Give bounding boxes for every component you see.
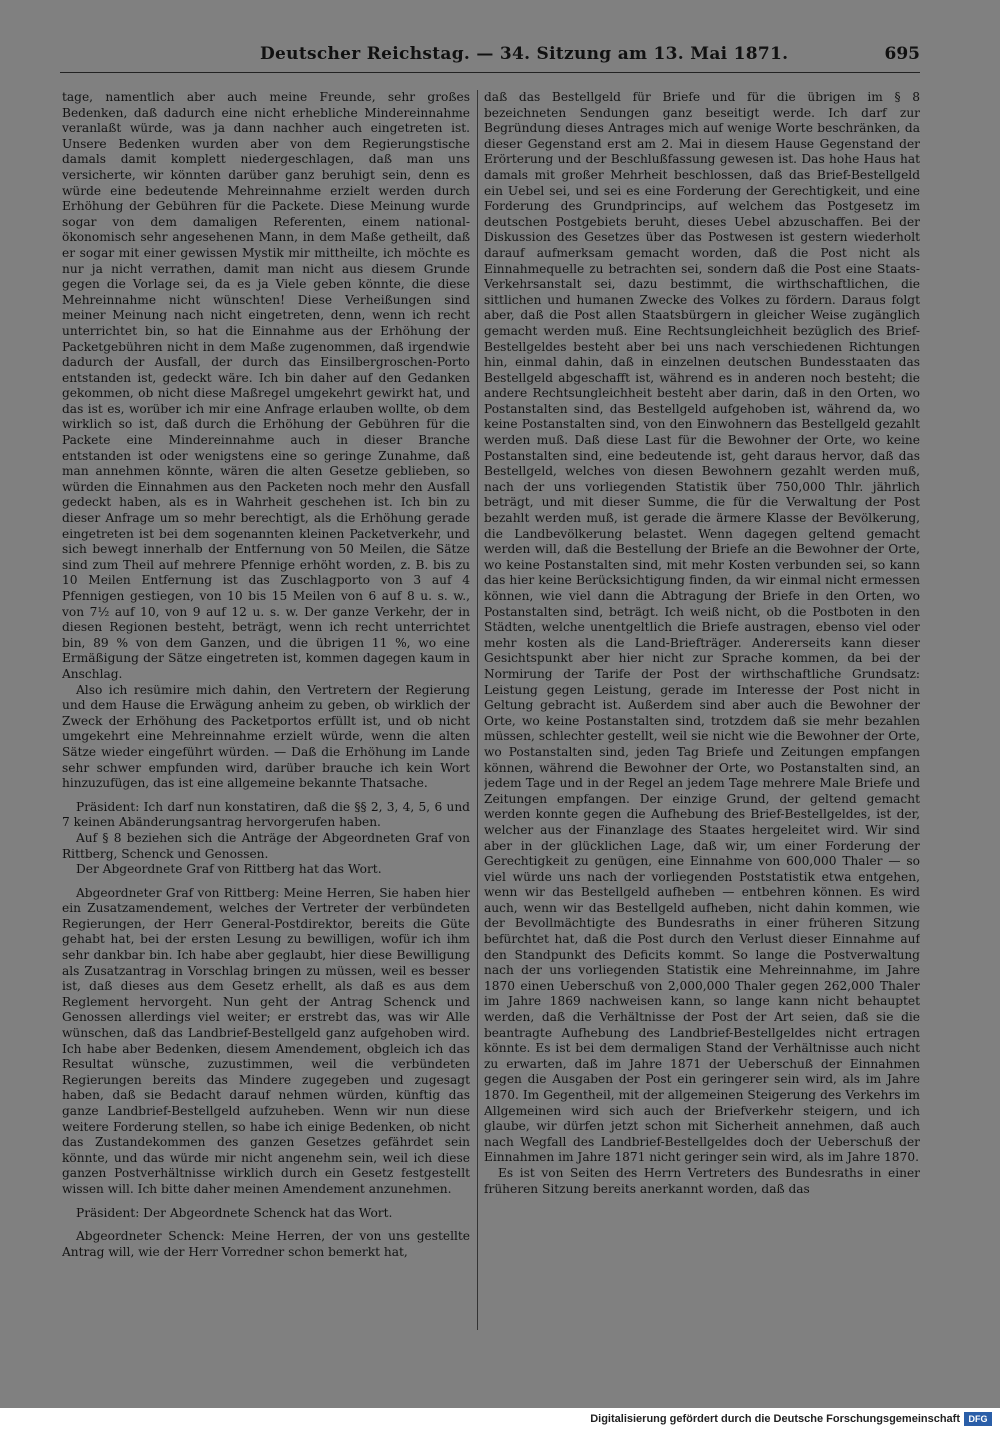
paragraph: Präsident: Ich darf nun konstatiren, daß die §§ 2, 3, 4, 5, 6 und 7 keinen Abänderungsantrag hervorgerufen haben.: [62, 799, 470, 830]
page-number: 695: [884, 44, 920, 64]
dfg-logo-icon: DFG: [964, 1412, 992, 1426]
paragraph: daß das Bestellgeld für Briefe und für die übrigen im § 8 bezeichneten Sendungen ganz beseitigt werde. Ich darf zur Begründung dieses Antrages mich auf wenige Worte beschränken, da dieser Gegenstand erst am 2. Mai in diesem Hause Gegenstand der Erörterung und der Beschlußfassung gewesen ist. Das hohe Haus hat damals mit großer Mehrheit beschlossen, daß das Brief-Bestellgeld ein Uebel sei, und sei es eine Forderung der Gerechtigkeit, und eine Forderung des Grundprincips, auf welchem das Postgesetz im deutschen Postgebiets beruht, dieses Uebel abzuschaffen. Bei der Diskussion des Gesetzes über das Postwesen ist gestern wiederholt darauf aufmerksam gemacht worden, daß die Post nicht als Einnahmequelle zu betrachten sei, sondern daß die Post eine Staats-Verkehrsanstalt sei, dazu bestimmt, die wirthschaftlichen, die sittlichen und humanen Zwecke des Volkes zu fördern. Daraus folgt aber, daß die Post allen Staatsbürgern in gleicher Weise zugänglich gemacht werden muß. Eine Rechtsungleichheit bezüglich des Brief-Bestellgeldes besteht aber bei uns nach verschiedenen Richtungen hin, einmal dahin, daß in einzelnen deutschen Bundesstaaten das Bestellgeld abgeschafft ist, während es in anderen noch besteht; die andere Rechtsungleichheit besteht aber darin, daß in den Orten, wo Postanstalten sind, das Bestellgeld aufgehoben ist, während da, wo keine Postanstalten sind, von den Einwohnern das Bestellgeld gezahlt werden muß. Daß diese Last für die Bewohner der Orte, wo keine Postanstalten sind, eine bedeutende ist, geht daraus hervor, daß das Bestellgeld, welches von diesen Bewohnern gezahlt werden muß, nach der uns vorliegenden Statistik über 750,000 Thlr. jährlich beträgt, und mit dieser Summe, die für die Verwaltung der Post bezahlt werden muß, ist gerade die ärmere Klasse der Bevölkerung, die Landbevölkerung belastet. Wenn dagegen geltend gemacht werden will, daß die Bestellung der Briefe an die Bewohner der Orte, wo keine Postanstalten sind, mit mehr Kosten verbunden sei, so kann das hier keine Berücksichtigung finden, da wir einmal nicht ermessen können, wie viel dann die Abtragung der Briefe in den Orten, wo Postanstalten sind, beträgt. Ich weiß nicht, ob die Postboten in den Städten, welche unentgeltlich die Briefe austragen, ebenso viel oder mehr kosten als die Land-Briefträger. Andererseits kann dieser Gesichtspunkt aber hier nicht zur Sprache kommen, da bei der Normirung der Tarife der Post der wirthschaftliche Grundsatz: Leistung gegen Leistung, gerade im Interesse der Post nicht in Geltung gebracht ist. Außerdem sind aber auch die Bewohner der Orte, wo keine Postanstalten sind, trotzdem daß sie mehr bezahlen müssen, schlechter gestellt, weil sie nicht wie die Bewohner der Orte, wo Postanstalten sind, jeden Tag Briefe und Zeitungen empfangen können, während die Bewohner der Orte, wo Postanstalten sind, an jedem Tage und in der Regel an jedem Tage mehrere Male Briefe und Zeitungen empfangen. Der einzige Grund, der geltend gemacht werden konnte gegen die Aufhebung des Brief-Bestellgeldes, ist der, welcher aus der Finanzlage des Staates hergeleitet wird. Wir sind aber in der glücklichen Lage, daß wir, um einer Forderung der Gerechtigkeit zu genügen, eine Einnahme von 600,000 Thaler — so viel würde uns nach der vorliegenden Poststatistik etwa entgehen, wenn wir das Bestellgeld aufheben — entbehren können. Es wird auch, wenn wir das Bestellgeld aufheben, nicht dahin kommen, wie der Bevollmächtigte des Bundesraths in einer früheren Sitzung befürchtet hat, daß die Post durch den Verlust dieser Einnahme auf den Standpunkt des Deficits kommt. So lange die Postverwaltung nach der uns vorliegenden Statistik eine Mehreinnahme, im Jahre 1870 einen Ueberschuß von 2,000,000 Thaler gegen 262,000 Thaler im Jahre 1869 nachweisen kann, so lange kann nicht behauptet werden, daß die Verhältnisse der Post der Art seien, daß sie die beantragte Aufhebung des Landbrief-Bestellgeldes nicht ertragen könnte. Es ist bei dem dermaligen Stand der Verhältnisse auch nicht zu erwarten, daß im Jahre 1871 der Ueberschuß der Einnahmen gegen die Ausgaben der Post ein geringerer sein wird, als im Jahre 1870. Im Gegentheil, mit der allgemeinen Steigerung des Verkehrs im Allgemeinen wird sich auch der Briefverkehr steigern, und ich glaube, wir dürfen jetzt schon mit Sicherheit annehmen, daß auch nach Wegfall des Landbrief-Bestellgeldes doch der Ueberschuß der Einnahmen im Jahre 1871 nicht geringer sein wird, als im Jahre 1870.: [484, 90, 920, 1165]
right-column: [484, 90, 920, 1332]
paragraph: Präsident: Der Abgeordnete Schenck hat das Wort.: [76, 1205, 393, 1220]
footer-credit: Digitalisierung gefördert durch die Deutsche Forschungsgemeinschaft: [590, 1413, 960, 1425]
paragraph: Abgeordneter Graf von Rittberg: Meine Herren, Sie haben hier ein Zusatzamendement, welches der Vertreter der verbündeten Regierungen, der Herr General-Postdirektor, bereits die Güte gehabt hat, bei der ersten Lesung zu bewilligen, wofür ich ihm sehr dankbar bin. Ich habe aber geglaubt, hier diese Bewilligung als Zusatzantrag in Vorschlag bringen zu müssen, weil es besser ist, daß dieses aus dem Gesetz erhellt, als daß es aus dem Reglement hervorgeht. Nun geht der Antrag Schenck und Genossen allerdings viel weiter; er erstrebt das, was wir Alle wünschen, daß das Landbrief-Bestellgeld ganz aufgehoben wird. Ich habe aber Bedenken, diesem Amendement, obgleich ich das Resultat wünsche, zuzustimmen, weil die verbündeten Regierungen bereits das Mindere zugegeben und zugesagt haben, daß sie Bedacht darauf nehmen würden, künftig das ganze Landbrief-Bestellgeld aufzuheben. Wenn wir nun diese weitere Forderung stellen, so habe ich einige Bedenken, ob nicht das Zustandekommen des ganzen Gesetzes gefährdet sein könnte, und das würde mir nicht angenehm sein, weil ich diese ganzen Postverhältnisse wirklich durch ein Gesetz festgestellt wissen will. Ich bitte daher meinen Amendement anzunehmen.: [62, 885, 470, 1196]
paragraph: Abgeordneter Schenck: Meine Herren, der von uns gestellte Antrag will, wie der Herr Vorredner schon bemerkt hat,: [62, 1229, 470, 1259]
footer-bar: [0, 1408, 1000, 1432]
column-divider: [477, 90, 478, 1330]
paragraph: Auf § 8 beziehen sich die Anträge der Abgeordneten Graf von Rittberg, Schenck und Genossen.: [62, 830, 470, 861]
paragraph: Der Abgeordnete Graf von Rittberg hat das Wort.: [76, 862, 382, 877]
page-header: [60, 44, 920, 74]
paragraph: Also ich resümire mich dahin, den Vertretern der Regierung und dem Hause die Erwägung anheim zu geben, ob wirklich der Zweck der Erhöhung des Packetportos erfüllt ist, und ob nicht umgekehrt eine Mehreinnahme erzielt würde, wenn die alten Sätze wieder eingeführt würden. — Daß die Erhöhung im Lande sehr schwer empfunden wird, darüber brauche ich kein Wort hinzuzufügen, das ist eine allgemeine bekannte Thatsache.: [62, 682, 470, 791]
header-rule: [60, 72, 920, 73]
running-title: Deutscher Reichstag. — 34. Sitzung am 13. Mai 1871.: [260, 44, 789, 64]
left-column: [62, 90, 470, 1332]
paragraph: Es ist von Seiten des Herrn Vertreters des Bundesraths in einer früheren Sitzung bereits anerkannt worden, daß das: [484, 1165, 920, 1196]
paragraph: tage, namentlich aber auch meine Freunde, sehr großes Bedenken, daß dadurch eine nicht erhebliche Mindereinnahme veranlaßt würde, was ja dann nachher auch eingetreten ist. Unsere Bedenken wurden aber von dem Regierungstische damals damit komplett niedergeschlagen, daß man uns versicherte, wir könnten darüber ganz beruhigt sein, denn es würde eine bedeutende Mehreinnahme erzielt werden durch Erhöhung der Gebühren für die Packete. Diese Meinung wurde sogar von dem damaligen Referenten, einem national-ökonomisch sehr angesehenen Mann, in dem Maße getheilt, daß er sogar mit einer gewissen Mystik mir mittheilte, ich möchte es nur ja nicht verrathen, damit man nicht aus diesem Grunde gegen die Vorlage sei, da es ja Viele geben könnte, die diese Mehreinnahme nicht wünschten! Diese Verheißungen sind meiner Meinung nach nicht eingetreten, denn, wenn ich recht unterrichtet bin, so hat die Einnahme aus der Erhöhung der Packetgebühren nicht in dem Maße zugenommen, daß irgendwie dadurch der Ausfall, der durch das Einsilbergroschen-Porto entstanden ist, gedeckt wäre. Ich bin daher auf den Gedanken gekommen, ob nicht diese Maßregel umgekehrt gewirkt hat, und das ist es, worüber ich mir eine Anfrage erlauben wollte, ob dem wirklich so ist, daß durch die Erhöhung der Gebühren für die Packete eine Mindereinnahme auch in dieser Branche entstanden ist oder wenigstens eine so geringe Zunahme, daß man annehmen könnte, wären die alten Gesetze geblieben, so würden die Einnahmen aus den Packeten noch mehr den Ausfall gedeckt haben, als es in Wahrheit geschehen ist. Ich bin zu dieser Anfrage um so mehr berechtigt, als die Erhöhung gerade eingetreten ist bei dem sogenannten kleinen Packetverkehr, und sich bewegt innerhalb der Entfernung von 50 Meilen, die Sätze sind zum Theil auf mehrere Pfennige erhöht worden, z. B. bis zu 10 Meilen Entfernung ist das Zuschlagporto von 3 auf 4 Pfennigen gestiegen, von 10 bis 15 Meilen von 6 auf 8 u. s. w., von 7½ auf 10, von 9 auf 12 u. s. w. Der ganze Verkehr, der in diesen Regionen besteht, beträgt, wenn ich recht unterrichtet bin, 89 % von dem Ganzen, und die übrigen 11 %, wo eine Ermäßigung der Sätze eingetreten ist, kommen dagegen kaum in Anschlag.: [62, 90, 470, 681]
